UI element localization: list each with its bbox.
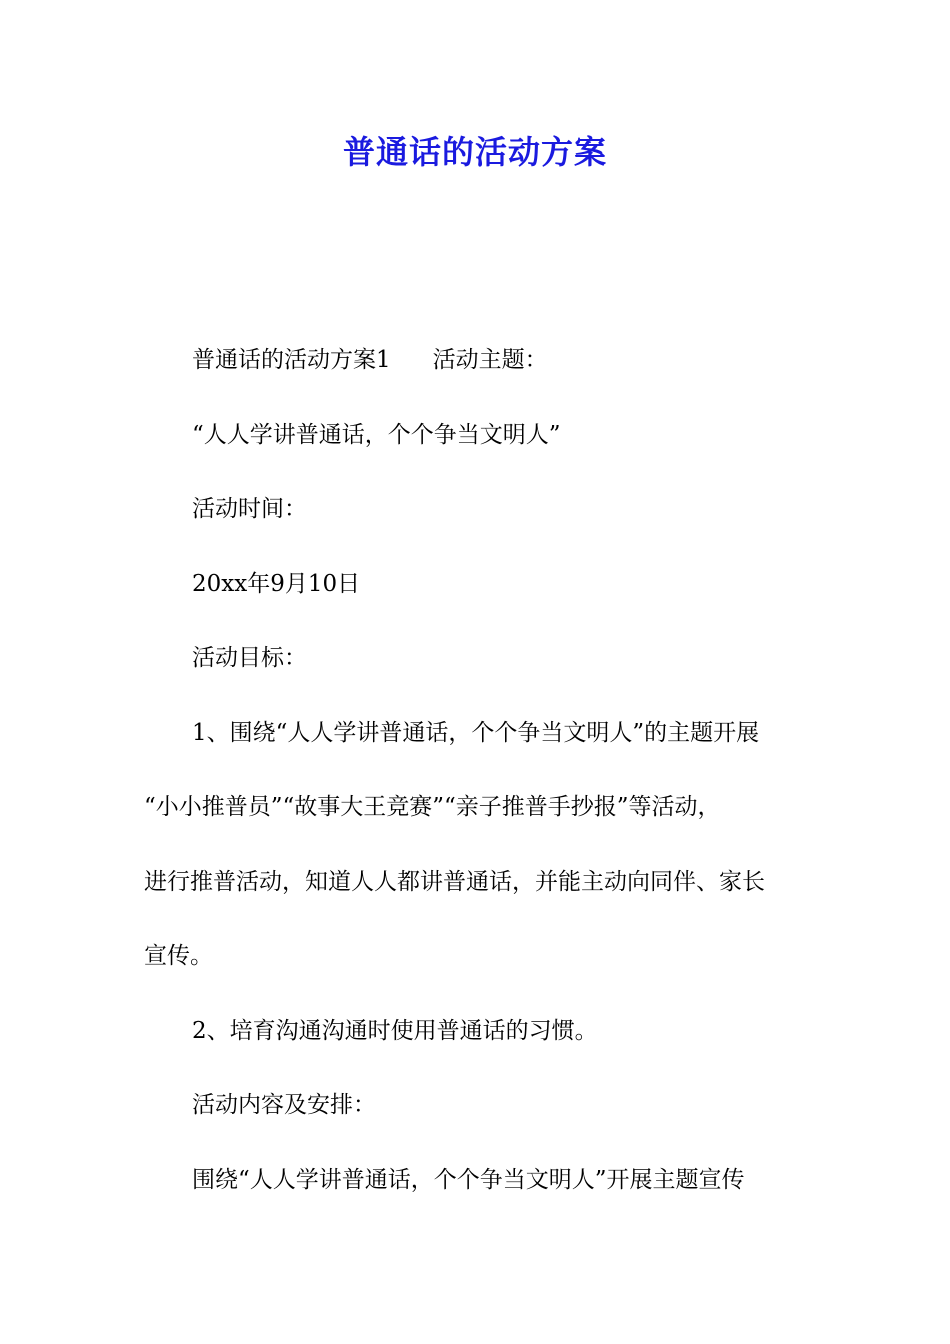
section-heading: 普通话的活动方案1	[192, 347, 391, 373]
content-line1: 围绕“人人学讲普通话，个个争当文明人”开展主题宣传	[192, 1167, 745, 1193]
goal1-line4: 宣传。	[144, 943, 213, 969]
goal1-line3: 进行推普活动，知道人人都讲普通话，并能主动向同伴、家长	[144, 869, 765, 895]
time-value: 20xx年9月10日	[192, 571, 361, 597]
theme-text: “人人学讲普通话，个个争当文明人”	[192, 422, 561, 448]
goal1-line1: 1、围绕“人人学讲普通话，个个争当文明人”的主题开展	[192, 720, 760, 746]
goal-label: 活动目标：	[192, 645, 307, 671]
goal1-line2: “小小推普员”“故事大王竞赛”“亲子推普手抄报”等活动，	[144, 794, 721, 820]
document-title: 普通话的活动方案	[342, 133, 607, 171]
content-label: 活动内容及安排：	[192, 1092, 376, 1118]
section-heading-line	[192, 342, 548, 378]
theme-label: 活动主题：	[432, 347, 548, 373]
time-label: 活动时间：	[192, 496, 307, 522]
goal2-text: 2、培育沟通沟通时使用普通话的习惯。	[192, 1018, 598, 1044]
